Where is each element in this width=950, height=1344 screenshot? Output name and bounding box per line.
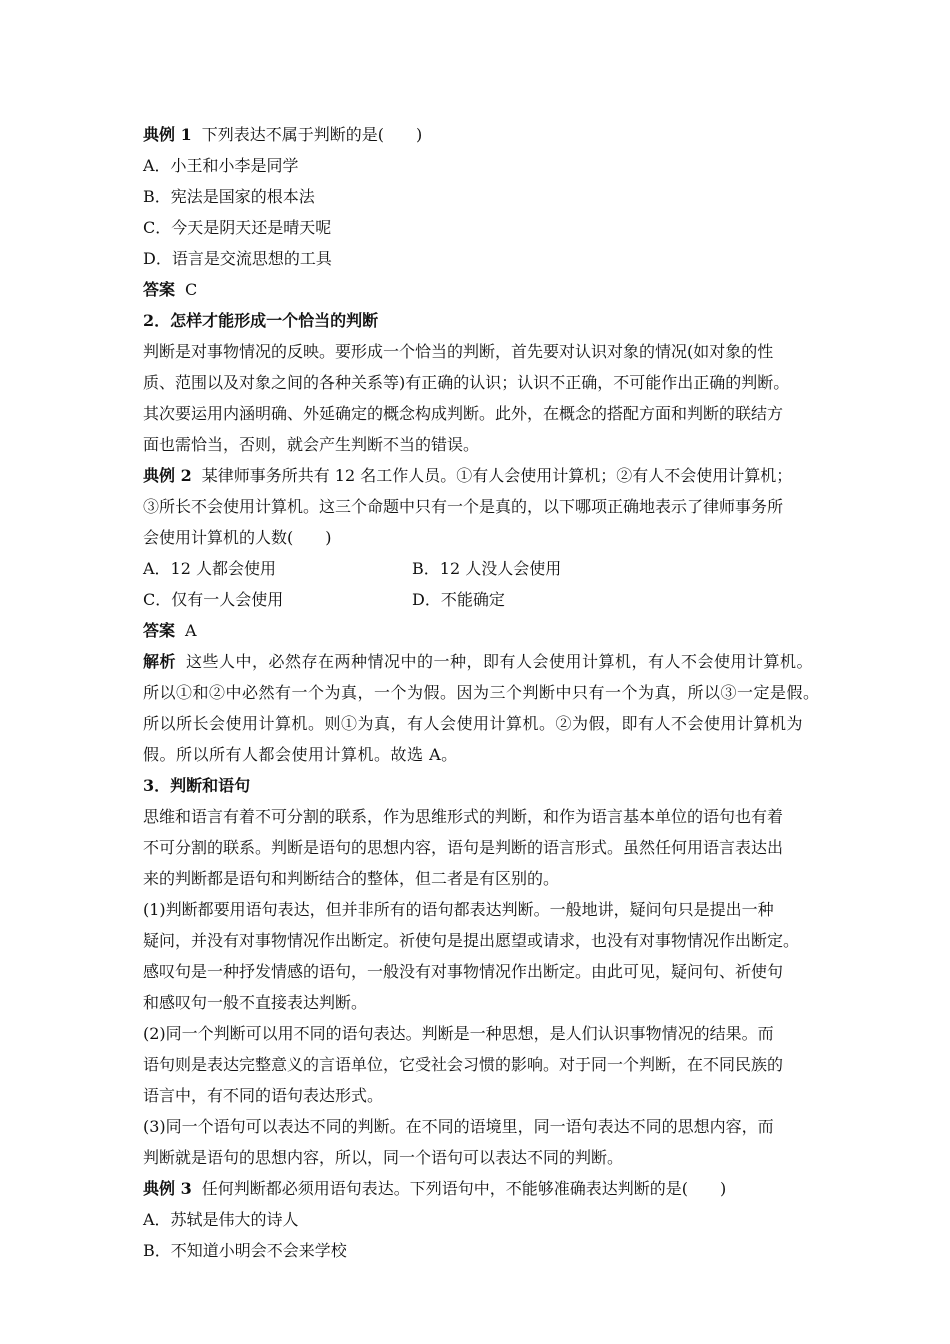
option-a: A．小王和小李是同学 [143,156,299,175]
option-d: D．不能确定 [412,590,505,609]
paragraph-line: (2)同一个判断可以用不同的语句表达。判断是一种思想，是人们认识事物情况的结果。而 [143,1024,774,1043]
paragraph-line: 语句则是表达完整意义的言语单位，它受社会习惯的影响。对于同一个判断，在不同民族的 [143,1055,784,1074]
example-label: 典例 1 [143,125,192,144]
analysis-line: 假。所以所有人都会使用计算机。故选 A。 [143,745,458,764]
option-a: A．12 人都会使用 [143,559,277,578]
paragraph-line: 感叹句是一种抒发情感的语句，一般没有对事物情况作出断定。由此可见，疑问句、祈使句 [143,962,784,981]
answer-value: A [185,621,197,640]
analysis-line: 所以所长会使用计算机。则①为真，有人会使用计算机。②为假，即有人不会使用计算机为 [143,714,804,733]
paragraph-line: 和感叹句一般不直接表达判断。 [143,993,368,1012]
paragraph-line: 来的判断都是语句和判断结合的整体，但二者是有区别的。 [143,869,560,888]
analysis-text: 这些人中，必然存在两种情况中的一种，即有人会使用计算机，有人不会使用计算机。 [186,652,814,671]
paragraph-line: (3)同一个语句可以表达不同的判断。在不同的语境里，同一语句表达不同的思想内容，而 [143,1117,774,1136]
paragraph-line: 疑问，并没有对事物情况作出断定。祈使句是提出愿望或请求，也没有对事物情况作出断定。 [143,931,800,950]
options-row [143,590,830,610]
question-line: ③所长不会使用计算机。这三个命题中只有一个是真的，以下哪项正确地表示了律师事务所 [143,497,784,516]
example-label: 典例 3 [143,1179,192,1198]
paragraph-line: 质、范围以及对象之间的各种关系等)有正确的认识；认识不正确，不可能作出正确的判断。 [143,373,790,392]
analysis-line [143,652,830,672]
example-2-question [143,466,830,486]
question-text: 任何判断都必须用语句表达。下列语句中，不能够准确表达判断的是( ) [201,1179,727,1198]
paragraph-line: (1)判断都要用语句表达，但并非所有的语句都表达判断。一般地讲，疑问句只是提出一种 [143,900,774,919]
options-row [143,559,830,579]
analysis-label: 解析 [143,652,177,671]
question-text: 某律师事务所共有 12 名工作人员。①有人会使用计算机；②有人不会使用计算机； [201,466,793,485]
section-2-heading: 2．怎样才能形成一个恰当的判断 [143,311,379,330]
option-a: A．苏轼是伟大的诗人 [143,1210,299,1229]
option-b: B．不知道小明会不会来学校 [143,1241,347,1260]
example-3-question [143,1179,830,1199]
answer-label: 答案 [143,621,176,640]
paragraph-line: 语言中，有不同的语句表达形式。 [143,1086,384,1105]
example-label: 典例 2 [143,466,192,485]
paragraph-line: 不可分割的联系。判断是语句的思想内容，语句是判断的语言形式。虽然任何用语言表达出 [143,838,784,857]
paragraph-line: 其次要运用内涵明确、外延确定的概念构成判断。此外，在概念的搭配方面和判断的联结方 [143,404,784,423]
example-1-answer [143,280,830,300]
paragraph-line: 面也需恰当，否则，就会产生判断不当的错误。 [143,435,480,454]
section-3-heading: 3．判断和语句 [143,776,251,795]
question-text: 下列表达不属于判断的是( ) [201,125,423,144]
example-1-question [143,125,830,145]
answer-label: 答案 [143,280,176,299]
answer-value: C [185,280,198,299]
option-d: D．语言是交流思想的工具 [143,249,332,268]
paragraph-line: 判断是对事物情况的反映。要形成一个恰当的判断，首先要对认识对象的情况(如对象的性 [143,342,774,361]
example-2-answer [143,621,830,641]
option-b: B．12 人没人会使用 [412,559,562,578]
question-line: 会使用计算机的人数( ) [143,528,332,547]
paragraph-line: 判断就是语句的思想内容，所以，同一个语句可以表达不同的判断。 [143,1148,624,1167]
paragraph-line: 思维和语言有着不可分割的联系，作为思维形式的判断，和作为语言基本单位的语句也有着 [143,807,784,826]
analysis-line: 所以①和②中必然有一个为真，一个为假。因为三个判断中只有一个为真，所以③一定是假。 [143,683,820,702]
option-c: C．今天是阴天还是晴天呢 [143,218,332,237]
option-b: B．宪法是国家的根本法 [143,187,315,206]
option-c: C．仅有一人会使用 [143,590,284,609]
